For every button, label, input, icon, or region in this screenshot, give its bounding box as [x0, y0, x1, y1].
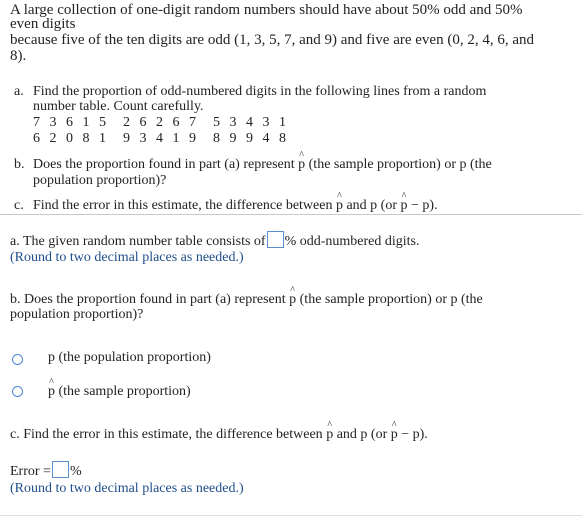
question-c-text: − p).	[407, 198, 438, 213]
error-unit: %	[69, 464, 82, 479]
question-c-text: Find the error in this estimate, the difference between	[33, 198, 336, 213]
question-b-line-1	[33, 157, 492, 173]
answer-c-line	[10, 427, 428, 443]
error-input[interactable]	[52, 461, 69, 478]
question-a-label: a.	[14, 84, 24, 99]
intro-line-3: because five of the ten digits are odd (1, 3, 5, 7, and 9) and five are even (0, 2, 4, 6, and	[10, 32, 534, 48]
answer-a-text: % odd-numbered digits.	[284, 234, 420, 249]
p-hat-symbol: ^ p	[391, 427, 398, 443]
error-label: Error =	[10, 464, 51, 479]
answer-b-text: (the sample proportion) or p (the	[296, 292, 483, 307]
question-a-line-1: Find the proportion of odd-numbered digits in the following lines from a random	[33, 84, 487, 99]
answer-c-hint: (Round to two decimal places as needed.)	[10, 481, 244, 496]
question-b-text: Does the proportion found in part (a) represent	[33, 157, 299, 172]
option-population-radio[interactable]	[12, 354, 23, 365]
p-hat-symbol: ^ p	[336, 198, 343, 214]
option-sample-radio[interactable]	[12, 386, 23, 397]
answer-b-text: b. Does the proportion found in part (a) represent	[10, 292, 290, 307]
p-hat-symbol: ^ p	[401, 198, 408, 214]
section-divider	[0, 214, 582, 215]
error-line	[10, 461, 82, 480]
answer-a-text: a. The given random number table consists of	[10, 234, 266, 249]
answer-a-line	[10, 231, 420, 250]
intro-line-2: even digits	[10, 16, 76, 32]
question-b-line-2: population proportion)?	[33, 173, 167, 188]
table-cell: 9 3 4 1 9	[123, 131, 199, 146]
option-sample-label[interactable]	[48, 384, 191, 400]
table-cell: 7 3 6 1 5	[33, 115, 109, 130]
question-c-line	[33, 198, 438, 214]
table-cell: 6 2 0 8 1	[33, 131, 109, 146]
answer-a-input[interactable]	[267, 231, 284, 248]
table-cell: 5 3 4 3 1	[213, 115, 289, 130]
p-hat-symbol: ^ p	[48, 384, 55, 400]
answer-b-line-1	[10, 292, 483, 308]
p-hat-symbol: ^ p	[289, 292, 296, 308]
intro-line-1: A large collection of one-digit random numbers should have about 50% odd and 50%	[10, 2, 523, 18]
option-sample-text: (the sample proportion)	[55, 384, 191, 399]
table-cell: 8 9 9 4 8	[213, 131, 289, 146]
intro-line-4: 8).	[10, 48, 27, 64]
question-a-line-2: number table. Count carefully.	[33, 99, 204, 114]
p-hat-symbol: ^ p	[298, 157, 305, 173]
answer-b-line-2: population proportion)?	[10, 307, 144, 322]
table-cell: 2 6 2 6 7	[123, 115, 199, 130]
bottom-divider	[0, 515, 582, 516]
answer-c-text: and p (or	[333, 427, 391, 442]
p-hat-symbol: ^ p	[326, 427, 333, 443]
answer-a-hint: (Round to two decimal places as needed.)	[10, 250, 244, 265]
answer-c-text: c. Find the error in this estimate, the difference between	[10, 427, 327, 442]
question-c-text: and p (or	[342, 198, 401, 213]
question-b-label: b.	[14, 157, 25, 172]
question-b-text: (the sample proportion) or p (the	[305, 157, 492, 172]
option-population-label[interactable]: p (the population proportion)	[48, 350, 211, 365]
question-c-label: c.	[14, 198, 24, 213]
answer-c-text: − p).	[397, 427, 428, 442]
